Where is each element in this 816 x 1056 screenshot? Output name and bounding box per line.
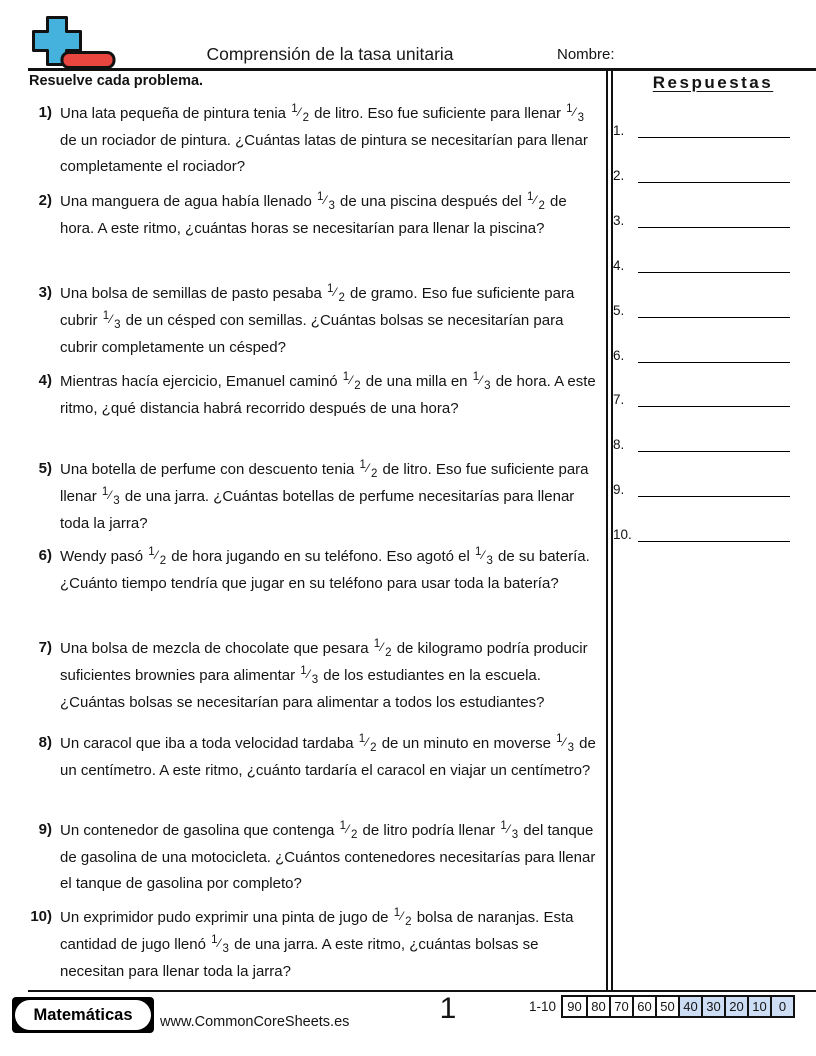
score-cell: 30 — [701, 997, 724, 1016]
problem-text: Una lata pequeña de pintura tenia $^1$⁄ 2 de litro. Eso fue suficiente para llenar $^1$⁄ 3 de un rociador de pintura. ¿Cuántas latas de pintura se necesitarían para llenar completamente el rociador? — [60, 102, 588, 175]
minus-icon — [62, 53, 114, 68]
fraction: $^1$⁄ 3 — [101, 485, 120, 507]
fraction: $^1$⁄ 3 — [102, 309, 121, 331]
header-divider — [28, 68, 816, 71]
fraction: $^1$⁄ 2 — [342, 370, 361, 392]
answer-number: 2. — [613, 168, 625, 183]
problem-number: 10) — [30, 908, 52, 925]
problem-number: 8) — [38, 734, 52, 751]
score-cell: 50 — [655, 997, 678, 1016]
answer-number: 1. — [613, 123, 625, 138]
fraction: $^1$⁄ 3 — [475, 545, 493, 567]
answer-blank-line[interactable] — [638, 522, 790, 542]
problem-text: Una botella de perfume con descuento tenia $^1$⁄ 2 de litro. Eso fue suficiente para llenar $^1$⁄ 3 de una jarra. ¿Cuántas botellas de perfume necesitarías para llenar toda la jarra? — [60, 458, 589, 532]
answer-number: 10. — [613, 527, 632, 542]
problem-number: 2) — [38, 192, 52, 209]
answer-number: 9. — [613, 482, 625, 497]
answer-number: 5. — [613, 303, 625, 318]
problem-text: Una bolsa de mezcla de chocolate que pesara $^1$⁄ 2 de kilogramo podría producir suficientes brownies para alimentar $^1$⁄ 3 de los estudiantes en la escuela. ¿Cuántas bolsas se necesitarían para alimentar a todos los estudiantes? — [60, 637, 588, 711]
problem-8 — [28, 731, 604, 784]
answer-row-9 — [613, 477, 816, 497]
answer-blank-line[interactable] — [638, 298, 790, 318]
problem-1 — [28, 101, 604, 180]
answer-blank-line[interactable] — [638, 118, 790, 138]
site-url: www.CommonCoreSheets.es — [160, 1014, 350, 1030]
name-label: Nombre: — [557, 46, 615, 63]
problem-text: Un contenedor de gasolina que contenga $^1$⁄ 2 de litro podría llenar $^1$⁄ 3 del tanque de gasolina de una motocicleta. ¿Cuántos contenedores necesitarías para llenar el tanque de gasolina por completo? — [60, 819, 596, 892]
fraction: $^1$⁄ 2 — [359, 458, 378, 480]
problem-number: 9) — [38, 821, 52, 838]
answer-number: 3. — [613, 213, 625, 228]
problem-text: Un exprimidor pudo exprimir una pinta de jugo de $^1$⁄ 2 bolsa de naranjas. Esta cantidad de jugo llenó $^1$⁄ 3 de una jarra. A este ritmo, ¿cuántas bolsas se necesitan para llenar toda la jarra? — [60, 906, 574, 980]
answers-divider — [606, 69, 613, 991]
problem-text: Un caracol que iba a toda velocidad tardaba $^1$⁄ 2 de un minuto en moverse $^1$⁄ 3 de un centímetro. A este ritmo, ¿cuánto tardaría el caracol en viajar un centímetro? — [60, 732, 596, 779]
fraction: $^1$⁄ 2 — [291, 102, 310, 124]
answer-number: 4. — [613, 258, 625, 273]
score-cell: 90 — [567, 999, 582, 1014]
problem-text: Una bolsa de semillas de pasto pesaba $^1$⁄ 2 de gramo. Eso fue suficiente para cubrir $^1$⁄ 3 de un césped con semillas. ¿Cuántas bolsas se necesitarían para cubrir completamente un césped? — [60, 282, 575, 356]
score-cell: 70 — [609, 997, 632, 1016]
fraction: $^1$⁄ 3 — [472, 370, 491, 392]
fraction: $^1$⁄ 2 — [373, 637, 392, 659]
score-cell: 10 — [747, 997, 770, 1016]
commoncoresheets-logo-icon — [26, 16, 118, 75]
answer-row-5 — [613, 298, 816, 318]
answer-number: 8. — [613, 437, 625, 452]
problem-number: 3) — [38, 284, 52, 301]
problem-number: 5) — [38, 460, 52, 477]
answer-row-10 — [613, 522, 816, 542]
problem-text: Wendy pasó $^1$⁄ 2 de hora jugando en su teléfono. Eso agotó el $^1$⁄ 3 de su batería. ¿Cuánto tiempo tendría que jugar en su teléfono para usar toda la batería? — [60, 545, 590, 592]
answer-blank-line[interactable] — [638, 208, 790, 228]
fraction: $^1$⁄ 3 — [566, 102, 584, 124]
answer-row-4 — [613, 253, 816, 273]
answer-row-7 — [613, 387, 816, 407]
fraction: $^1$⁄ 2 — [148, 545, 167, 567]
problem-number: 4) — [38, 372, 52, 389]
page-number: 1 — [439, 992, 457, 1025]
answer-number: 7. — [613, 392, 625, 407]
answer-blank-line[interactable] — [638, 477, 790, 497]
problem-number: 1) — [38, 104, 52, 121]
fraction: $^1$⁄ 3 — [211, 933, 229, 955]
fraction: $^1$⁄ 2 — [393, 906, 412, 928]
problem-7 — [28, 636, 604, 716]
answer-row-6 — [613, 343, 816, 363]
fraction: $^1$⁄ 3 — [317, 190, 335, 212]
answer-blank-line[interactable] — [638, 343, 790, 363]
score-cell: 60 — [632, 997, 655, 1016]
fraction: $^1$⁄ 3 — [556, 732, 574, 754]
brand-label: Matemáticas — [15, 1000, 151, 1030]
score-table — [561, 995, 795, 1018]
answer-row-8 — [613, 432, 816, 452]
answer-number: 6. — [613, 348, 625, 363]
problem-4 — [28, 369, 604, 422]
score-cell: 20 — [724, 997, 747, 1016]
fraction: $^1$⁄ 3 — [300, 664, 319, 686]
score-range-label: 1-10 — [528, 999, 556, 1014]
problem-6 — [28, 544, 604, 597]
fraction: $^1$⁄ 3 — [500, 819, 519, 841]
name-input-area[interactable] — [620, 40, 810, 66]
problem-5 — [28, 457, 604, 537]
score-cell: 80 — [586, 997, 609, 1016]
score-cell: 0 — [770, 997, 793, 1016]
problem-3 — [28, 281, 604, 361]
fraction: $^1$⁄ 2 — [527, 190, 545, 212]
fraction: $^1$⁄ 2 — [327, 282, 345, 304]
answer-row-2 — [613, 163, 816, 183]
problem-10 — [28, 905, 604, 985]
answer-blank-line[interactable] — [638, 387, 790, 407]
problem-text: Mientras hacía ejercicio, Emanuel caminó $^1$⁄ 2 de una milla en $^1$⁄ 3 de hora. A este ritmo, ¿qué distancia habrá recorrido después de una hora? — [60, 370, 596, 417]
problem-2 — [28, 189, 604, 242]
answer-row-3 — [613, 208, 816, 228]
fraction: $^1$⁄ 2 — [358, 732, 377, 754]
problem-number: 7) — [38, 639, 52, 656]
page-title: Comprensión de la tasa unitaria — [206, 44, 454, 64]
answer-blank-line[interactable] — [638, 253, 790, 273]
problem-number: 6) — [38, 547, 52, 564]
problem-text: Una manguera de agua había llenado $^1$⁄ 3 de una piscina después del $^1$⁄ 2 de hora. A este ritmo, ¿cuántas horas se necesitarían para llenar la piscina? — [60, 190, 567, 237]
brand-badge — [12, 997, 154, 1033]
instruction-text: Resuelve cada problema. — [29, 73, 204, 89]
fraction: $^1$⁄ 2 — [339, 819, 358, 841]
score-cell: 40 — [678, 997, 701, 1016]
answers-title: Respuestas — [652, 73, 774, 92]
problem-9 — [28, 818, 604, 897]
answer-blank-line[interactable] — [638, 163, 790, 183]
answer-blank-line[interactable] — [638, 432, 790, 452]
answer-row-1 — [613, 118, 816, 138]
